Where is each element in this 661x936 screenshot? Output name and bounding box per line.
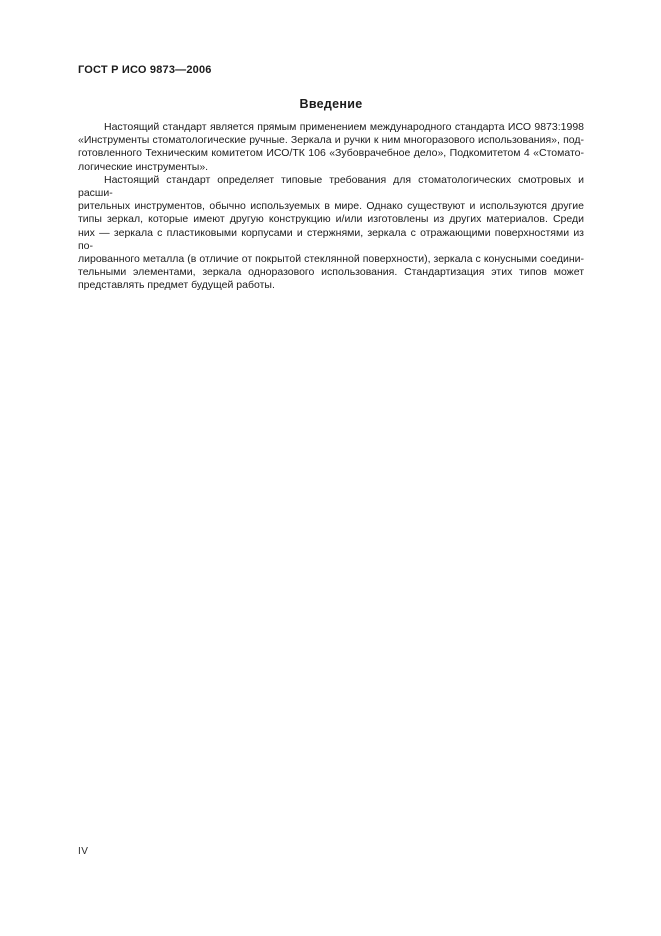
section-title: Введение [299, 97, 363, 111]
introduction-text [78, 121, 584, 293]
paragraph-line: них — зеркала с пластиковыми корпусами и стержнями, зеркала с отражающими поверхностями из по- [78, 226, 584, 252]
page-number: IV [78, 846, 89, 857]
paragraph-line: готовленного Техническим комитетом ИСО/ТК 106 «Зубоврачебное дело», Подкомитетом 4 «Стомато- [78, 147, 584, 160]
paragraph-line: логические инструменты». [78, 160, 209, 173]
paragraph-line: Настоящий стандарт определяет типовые требования для стоматологических смотровых и расши- [78, 173, 584, 200]
paragraph-line: рительных инструментов, обычно используемых в мире. Однако существуют и используются другие [78, 200, 584, 213]
paragraph-line: лированного металла (в отличие от покрытой стеклянной поверхности), зеркала с конусными соедини- [78, 253, 584, 266]
paragraph-line: Настоящий стандарт является прямым применением международного стандарта ИСО 9873:1998 [104, 121, 584, 133]
paragraph-line: «Инструменты стоматологические ручные. Зеркала и ручки к ним многоразового использования», под- [78, 134, 584, 147]
paragraph-line: тельными элементами, зеркала одноразового использования. Стандартизация этих типов может [78, 266, 584, 279]
paragraph-line: представлять предмет будущей работы. [78, 279, 275, 292]
standard-designation: ГОСТ Р ИСО 9873—2006 [78, 64, 212, 76]
paragraph-line: типы зеркал, которые имеют другую конструкцию и/или изготовлены из других материалов. Среди [78, 213, 584, 226]
